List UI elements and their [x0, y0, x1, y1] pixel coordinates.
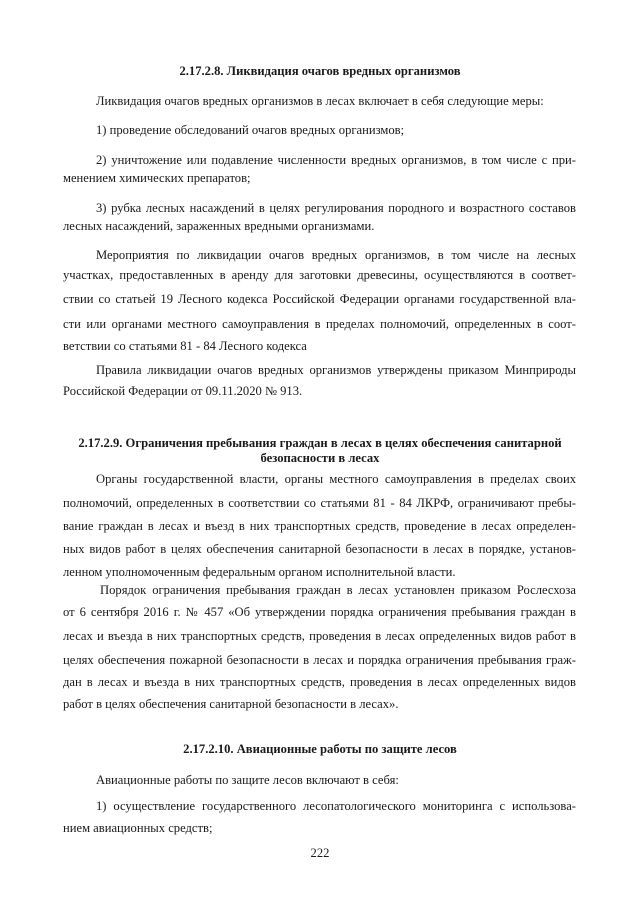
paragraph-line: дан в лесах и въезда в них транспортных средств, проведения в лесах определенных видов [63, 675, 576, 689]
paragraph-line: вание граждан в лесах и въезд в них транспортных средств, проведение в лесах определен- [63, 519, 576, 533]
paragraph-line: лесах и въезда в них транспортных средств, проведения в лесах определенных видов работ в [63, 629, 576, 643]
section-heading: безопасности в лесах [260, 451, 380, 465]
paragraph-line: участках, предоставленных в аренду для заготовки древесины, осуществляются в соответ- [63, 268, 576, 282]
paragraph-line: Органы государственной власти, органы местного самоуправления в пределах своих [96, 472, 576, 486]
list-item: 1) проведение обследований очагов вредных организмов; [96, 123, 405, 137]
list-item-continuation: менением химических препаратов; [63, 171, 251, 185]
paragraph-line: Авиационные работы по защите лесов включают в себя: [96, 773, 399, 787]
paragraph-line: Порядок ограничения пребывания граждан в лесах установлен приказом Рослесхоза [100, 583, 576, 597]
paragraph-line: Российской Федерации от 09.11.2020 № 913. [63, 384, 303, 398]
list-item: 2) уничтожение или подавление численности вредных организмов, в том числе с при- [96, 153, 576, 167]
paragraph-line: Ликвидация очагов вредных организмов в лесах включает в себя следующие меры: [96, 94, 544, 108]
section-heading: 2.17.2.10. Авиационные работы по защите лесов [183, 742, 457, 756]
list-item: 1) осуществление государственного лесопатологического мониторинга с использова- [96, 799, 576, 813]
paragraph-line: Мероприятия по ликвидации очагов вредных организмов, в том числе на лесных [96, 248, 576, 262]
paragraph-line: ленном уполномоченным федеральным органом исполнительной власти. [63, 565, 456, 579]
list-item-continuation: нием авиационных средств; [63, 821, 213, 835]
section-heading: 2.17.2.9. Ограничения пребывания граждан в лесах в целях обеспечения санитарной [78, 436, 562, 450]
page-number: 222 [310, 846, 330, 860]
paragraph-line: от 6 сентября 2016 г. № 457 «Об утверждении порядка ограничения пребывания граждан в [63, 605, 576, 619]
paragraph-line: полномочий, определенных в соответствии со статьями 81 - 84 ЛКРФ, ограничивают пребы- [63, 496, 576, 510]
paragraph-line: целях обеспечения пожарной безопасности в лесах и порядка ограничения пребывания граж- [63, 653, 576, 667]
list-item-continuation: лесных насаждений, зараженных вредными организмами. [63, 219, 375, 233]
paragraph-line: работ в целях обеспечения санитарной безопасности в лесах». [63, 697, 399, 711]
paragraph-line: ствии со статьей 19 Лесного кодекса Российской Федерации органами государственной вла- [63, 292, 576, 306]
paragraph-line: сти или органами местного самоуправления в пределах полномочий, определенных в соот- [63, 317, 576, 331]
paragraph-line: ветствии со статьями 81 - 84 Лесного кодекса [63, 339, 307, 353]
paragraph-line: Правила ликвидации очагов вредных организмов утверждены приказом Минприроды [96, 363, 576, 377]
list-item: 3) рубка лесных насаждений в целях регулирования породного и возрастного составов [96, 201, 576, 215]
paragraph-line: ных видов работ в целях обеспечения санитарной безопасности в лесах в порядке, установ- [63, 542, 576, 556]
section-heading: 2.17.2.8. Ликвидация очагов вредных организмов [179, 64, 461, 78]
